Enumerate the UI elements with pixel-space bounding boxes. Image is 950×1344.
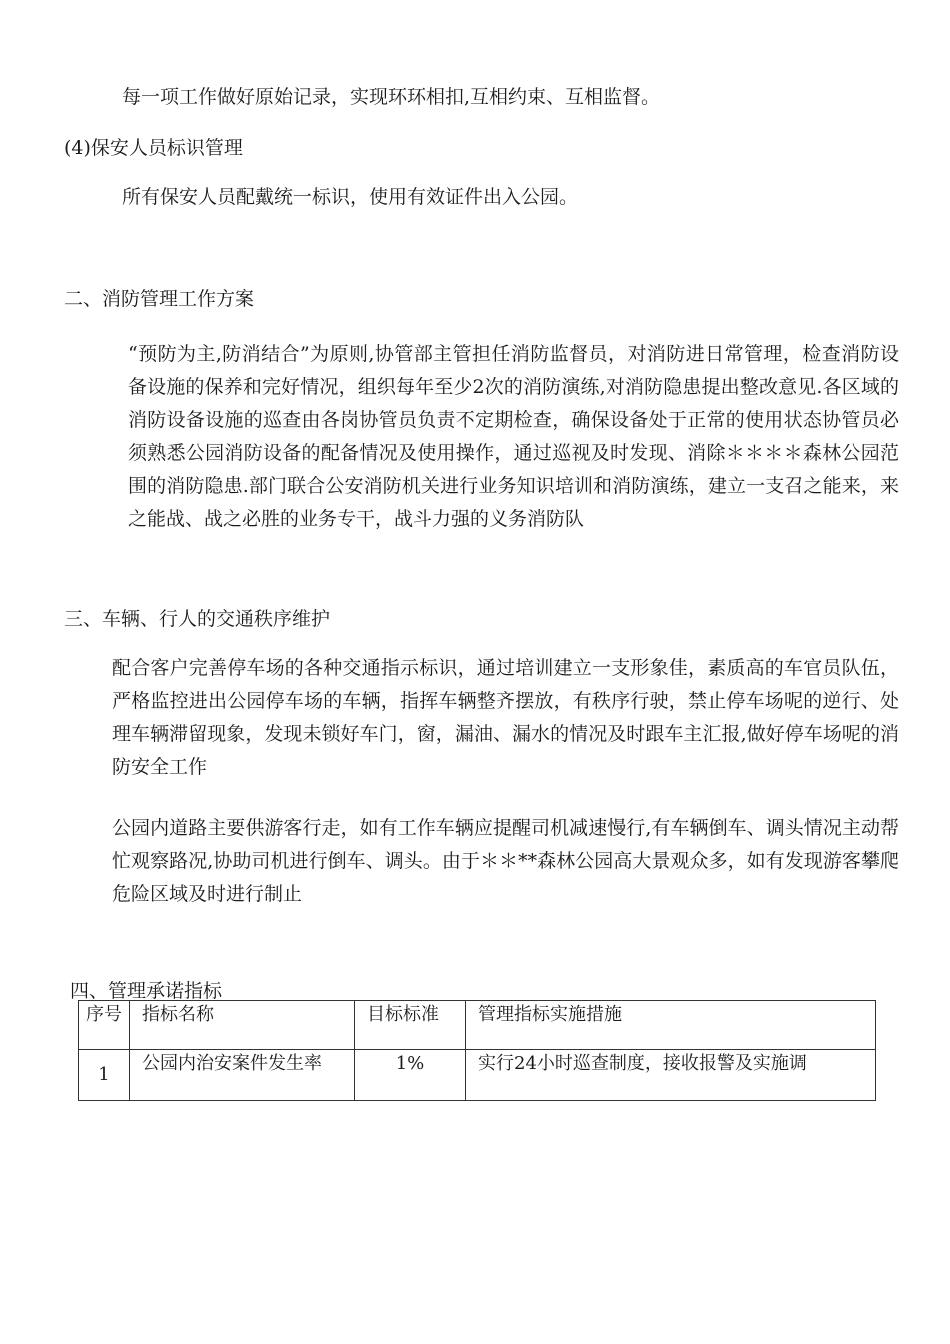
security-id-subheading: (4)保安人员标识管理 — [64, 137, 243, 159]
fire-paragraph-text: “预防为主,防消结合”为原则,协管部主管担任消防监督员，对消防进日常管理，检查消防设备设施的保养和完好情况，组织每年至少2次的消防演练,对消防隐患提出整改意见.各区域的消防设备设施的巡查由各岗协管员负责不定期检查，确保设备处于正常的使用状态协管员必须熟悉公园消防设备的配备情况及使用操作，通过巡视及时发现、消除＊＊＊＊森林公园范围的消防隐患.部门联合公安消防机关进行业务知识培训和消防演练，建立一支召之能来，来之能战、战之必胜的业务专干，战斗力强的义务消防队 — [128, 343, 899, 530]
traffic-paragraph-2 — [64, 812, 899, 911]
indicators-table — [78, 1000, 876, 1101]
security-id-line: 所有保安人员配戴统一标识，使用有效证件出入公园。 — [122, 186, 579, 208]
traffic-paragraph-2-text: 公园内道路主要供游客行走，如有工作车辆应提醒司机减速慢行,有车辆倒车、调头情况主动帮忙观察路况,协助司机进行倒车、调头。由于＊＊**森林公园高大景观众多，如有发现游客攀爬危险区域及时进行制止 — [112, 817, 899, 905]
cell-indicator-name: 公园内治安案件发生率 — [130, 1050, 355, 1101]
record-keeping-line: 每一项工作做好原始记录，实现环环相扣,互相约束、互相监督。 — [122, 86, 661, 108]
cell-target: 1% — [355, 1050, 466, 1101]
traffic-section-heading: 三、车辆、行人的交通秩序维护 — [64, 608, 331, 630]
traffic-paragraph-1 — [64, 652, 899, 784]
header-target: 目标标准 — [355, 1001, 466, 1050]
cell-measures: 实行24小时巡查制度，接收报警及实施调 — [466, 1050, 876, 1101]
fire-section-paragraph — [64, 338, 899, 536]
table-header-row — [79, 1001, 876, 1050]
table-row — [79, 1050, 876, 1101]
indicators-section-heading: 四、管理承诺指标 — [70, 980, 223, 1002]
header-index: 序号 — [79, 1001, 130, 1050]
cell-index: 1 — [79, 1050, 130, 1101]
fire-section-heading: 二、消防管理工作方案 — [64, 288, 255, 310]
header-indicator-name: 指标名称 — [130, 1001, 355, 1050]
traffic-paragraph-1-text: 配合客户完善停车场的各种交通指示标识，通过培训建立一支形象佳，素质高的车官员队伍，严格监控进出公园停车场的车辆，指挥车辆整齐摆放，有秩序行驶，禁止停车场呢的逆行、处理车辆滞留现象，发现未锁好车门，窗，漏油、漏水的情况及时跟车主汇报,做好停车场呢的消防安全工作 — [112, 657, 899, 778]
header-measures: 管理指标实施措施 — [466, 1001, 876, 1050]
